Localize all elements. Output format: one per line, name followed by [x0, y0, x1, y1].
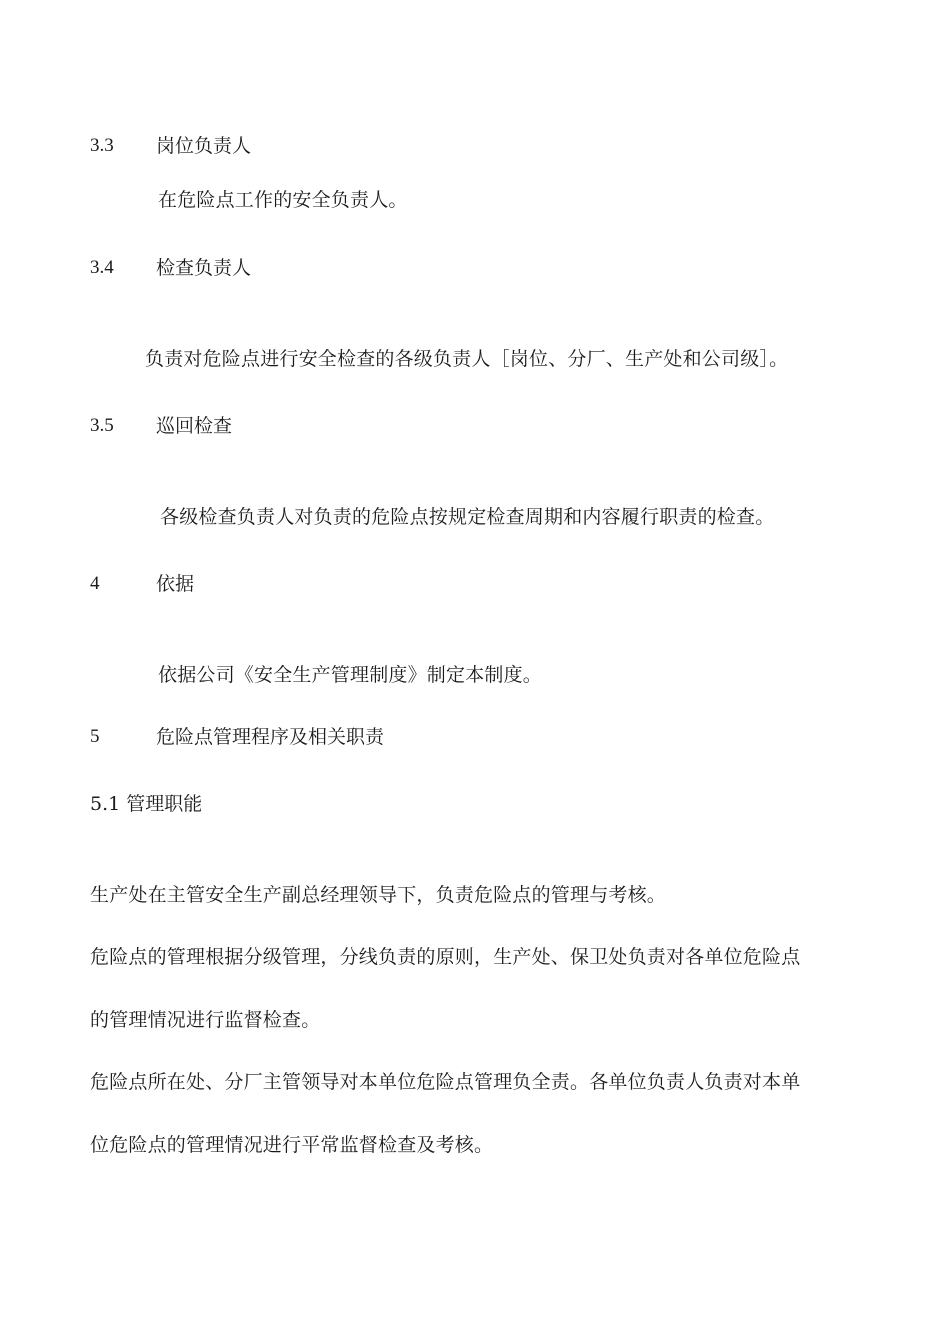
section-number: 5	[90, 726, 100, 747]
section-5-1-paragraph-3-line-2: 位危险点的管理情况进行平常监督检查及考核。	[90, 1134, 494, 1156]
section-4-body: 依据公司《安全生产管理制度》制定本制度。	[158, 664, 543, 686]
section-5-1-heading: 5.1 管理职能	[90, 793, 203, 815]
section-number: 3.3	[90, 135, 114, 156]
section-3-4-body: 负责对危险点进行安全检查的各级负责人［岗位、分厂、生产处和公司级］。	[145, 348, 789, 370]
section-3-5-body: 各级检查负责人对负责的危险点按规定检查周期和内容履行职责的检查。	[160, 506, 775, 528]
section-number: 3.4	[90, 257, 114, 278]
section-title: 危险点管理程序及相关职责	[156, 726, 385, 748]
section-title: 依据	[156, 573, 195, 595]
section-title: 巡回检查	[156, 415, 233, 437]
section-5-1-paragraph-1: 生产处在主管安全生产副总经理领导下，负责危险点的管理与考核。	[90, 884, 667, 906]
section-3-3-body: 在危险点工作的安全负责人。	[158, 189, 408, 211]
section-title: 岗位负责人	[156, 135, 252, 157]
section-5-1-paragraph-3-line-1: 危险点所在处、分厂主管领导对本单位危险点管理负全责。各单位负责人负责对本单	[90, 1071, 801, 1093]
section-number: 4	[90, 573, 100, 594]
section-title: 检查负责人	[156, 257, 252, 279]
section-number: 3.5	[90, 415, 114, 436]
section-5-1-paragraph-2-line-1: 危险点的管理根据分级管理，分线负责的原则，生产处、保卫处负责对各单位危险点	[90, 946, 801, 968]
section-5-1-paragraph-2-line-2: 的管理情况进行监督检查。	[90, 1009, 321, 1031]
